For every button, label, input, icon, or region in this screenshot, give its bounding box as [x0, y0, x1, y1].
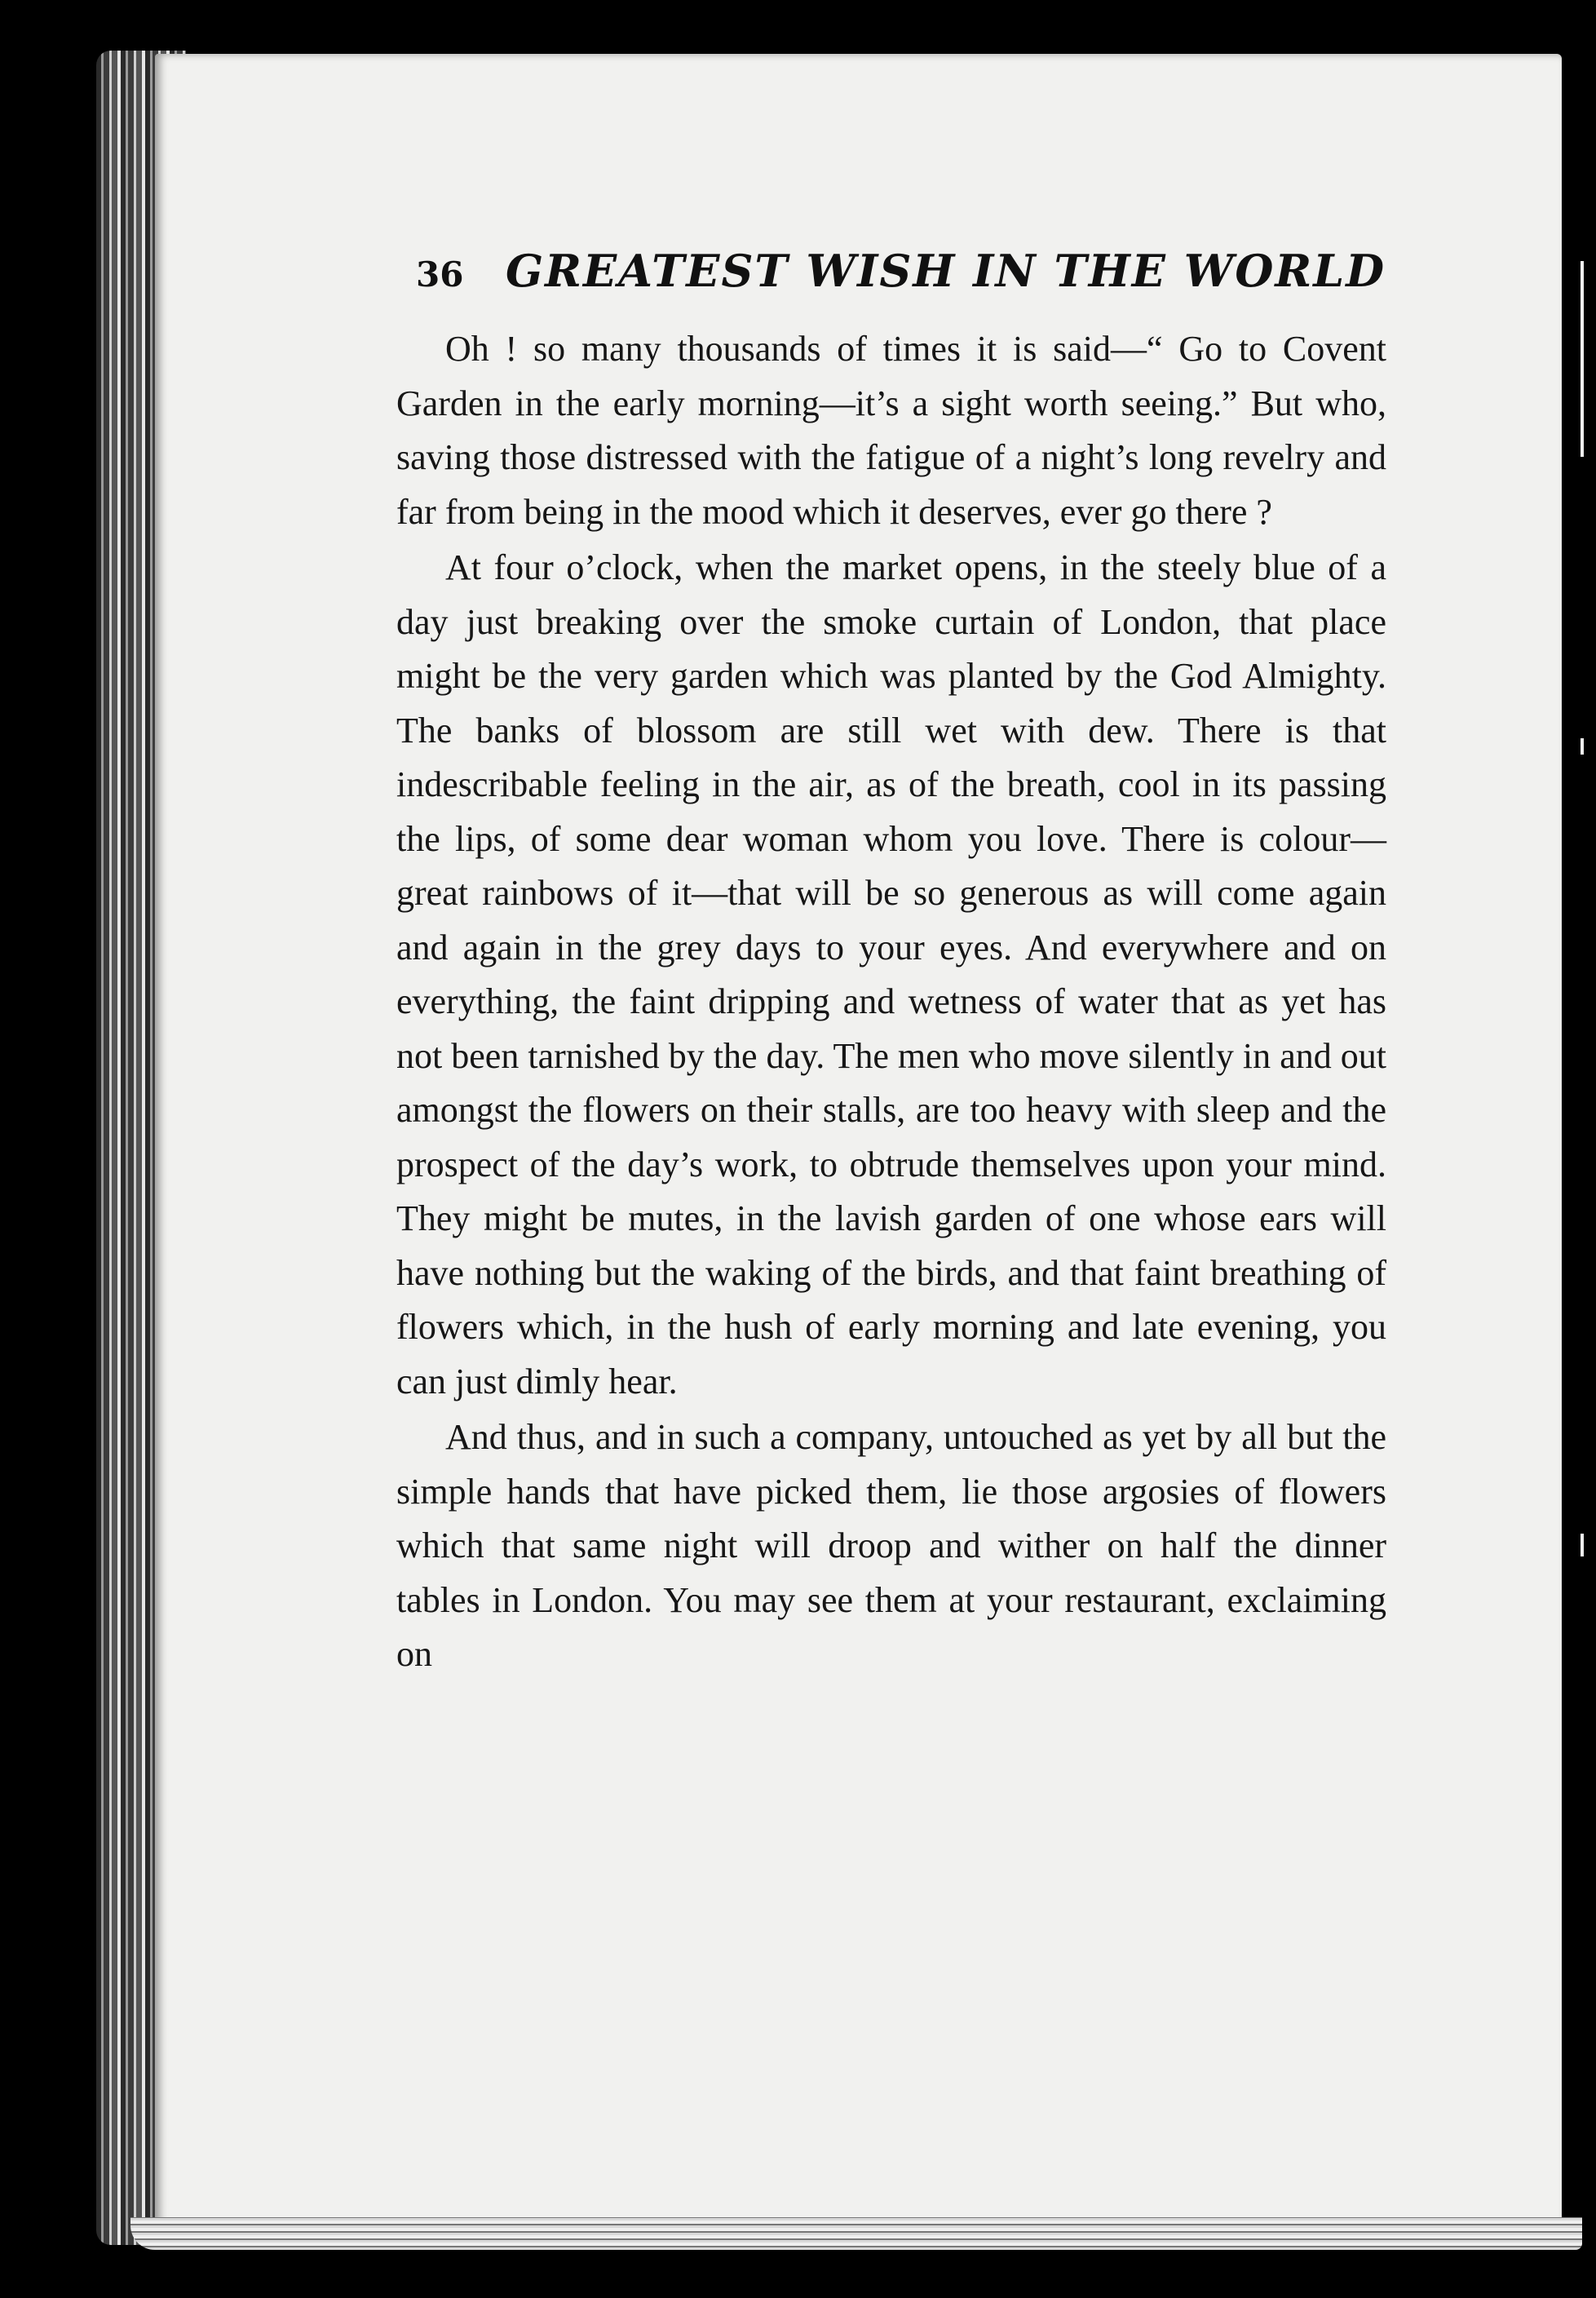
page-number: 36 [416, 255, 464, 294]
page-bottom-edge [130, 2217, 1582, 2250]
running-head: GREATEST WISH IN THE WORLD [506, 245, 1386, 297]
right-margin-mark [1581, 1534, 1584, 1556]
paragraph: Oh ! so many thousands of times it is said—“ Go to Covent Garden in the early morning—it’s a sight worth seeing.” But who, saving those distressed with the fatigue of a night’s long revelry and far from being in the mood which it deserves, ever go there ? [396, 329, 1386, 532]
paragraph: And thus, and in such a company, untouched as yet by all but the simple hands that have picked them, lie those argosies of flowers which that same night will droop and wither on half the dinner tables in London. You may see them at your restaurant, exclaiming on [396, 1417, 1386, 1674]
paragraph: At four o’clock, when the market opens, in the steely blue of a day just breaking over the smoke curtain of London, that place might be the very garden which was planted by the God Almighty. The banks of blossom are still wet with dew. There is that indescribable feeling in the air, as of the breath, cool in its passing the lips, of some dear woman whom you love. There is colour—great rainbows of it—that will be so generous as will come again and again in the grey days to your eyes. And everywhere and on everything, the faint dripping and wetness of water that as yet has not been tarnished by the day. The men who move silently in and out amongst the flowers on their stalls, are too heavy with sleep and the prospect of the day’s work, to obtrude themselves upon your mind. They might be mutes, in the lavish garden of one whose ears will have nothing but the waking of the birds, and that faint breathing of flowers which, in the hush of early morning and late evening, you can just dimly hear. [396, 547, 1386, 1401]
right-margin-mark [1581, 738, 1584, 755]
right-margin-mark [1581, 261, 1584, 457]
body-text [396, 322, 1386, 1682]
page-header [416, 245, 1386, 310]
